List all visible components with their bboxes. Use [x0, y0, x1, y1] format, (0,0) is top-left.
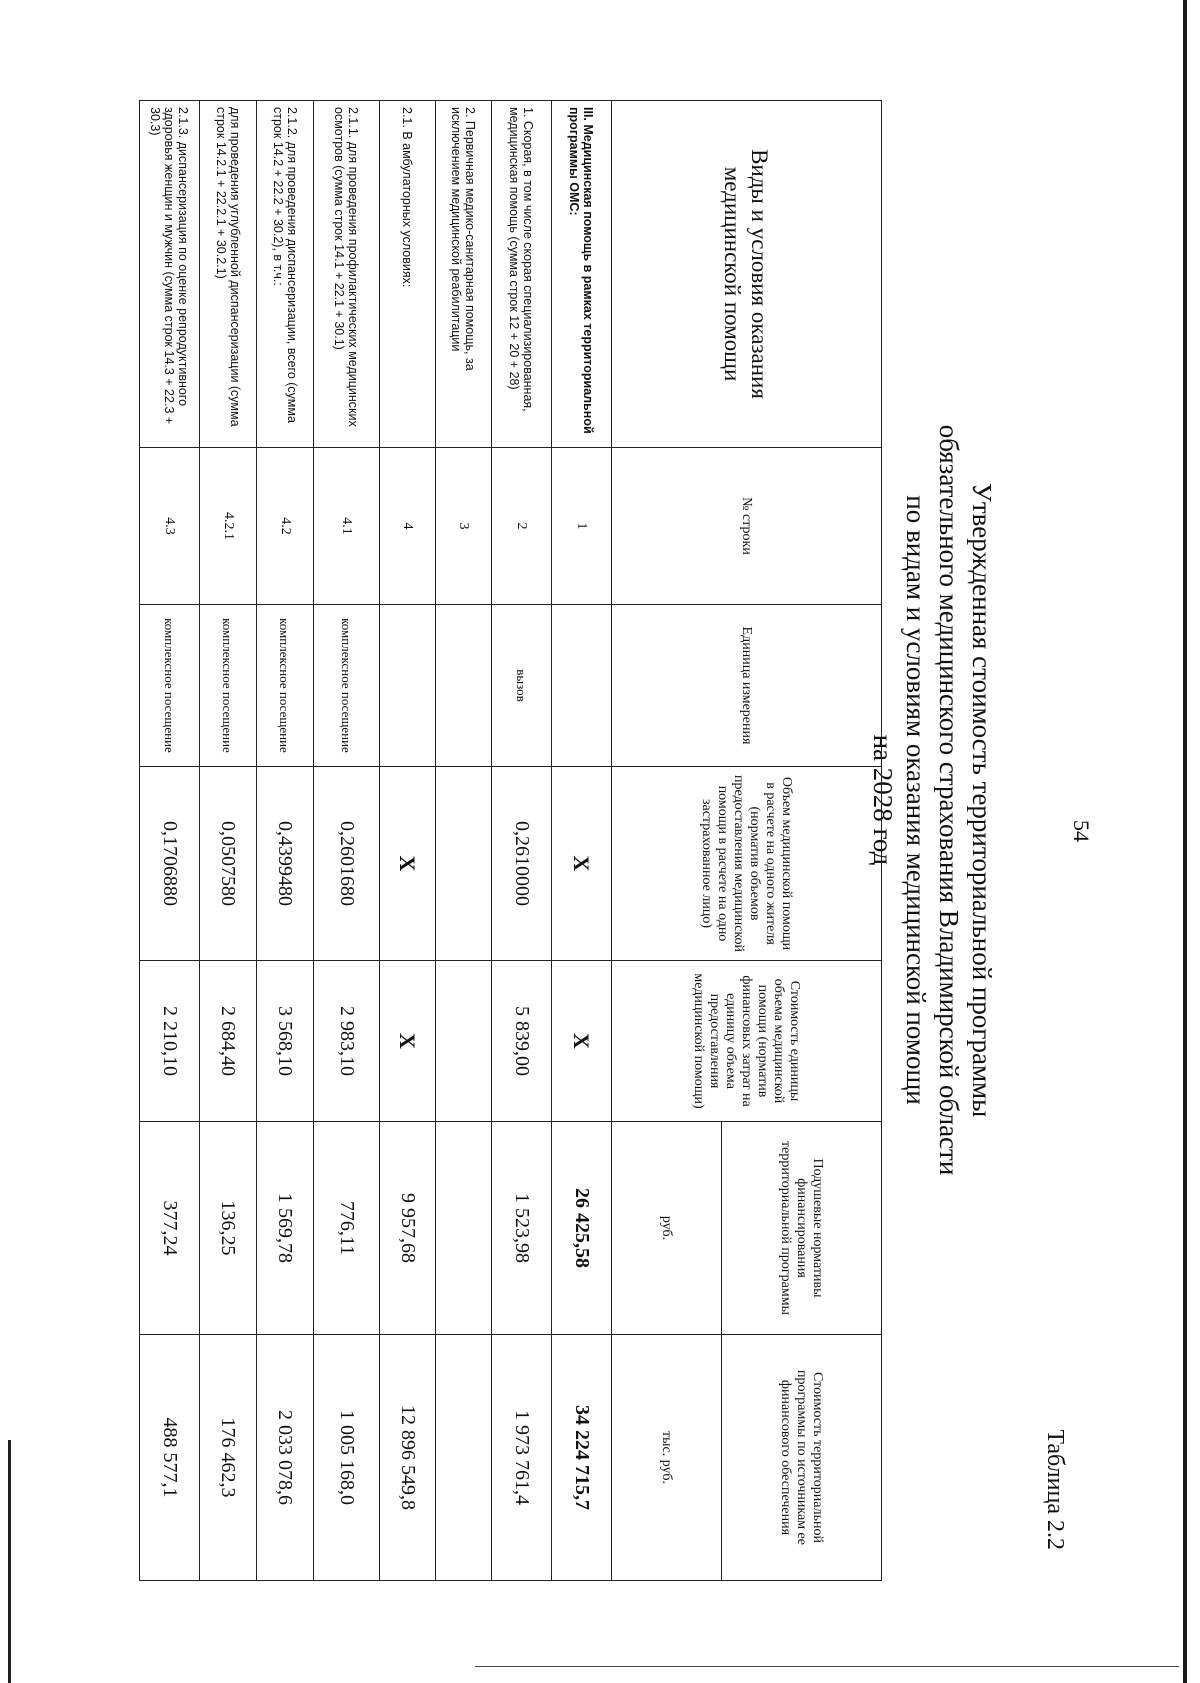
row-volume: 0,2601680 [314, 767, 380, 961]
row-per-capita: 377,24 [140, 1122, 200, 1335]
row-unit: комплексное посещение [314, 605, 380, 767]
row-kind: 2. Первичная медико-санитарная помощь, за исключением медицинской реабилитации [436, 101, 492, 448]
row-number: 3 [436, 448, 492, 605]
row-kind: III. Медицинская помощь в рамках территориальной программы ОМС: [552, 101, 612, 448]
col-header-volume: Объем медицинской помощи в расчете на одного жителя (норматив объемов предоставления медицинской помощи в расчете на одно застрахованное лицо) [612, 767, 882, 961]
cost-table [139, 100, 882, 1581]
row-unit: комплексное посещение [140, 605, 200, 767]
col-header-unit: Единица измерения [612, 605, 882, 767]
row-unit-cost: X [380, 961, 436, 1122]
row-unit [380, 605, 436, 767]
row-unit: комплексное посещение [200, 605, 257, 767]
row-total [436, 1335, 492, 1581]
row-number: 4.1 [314, 448, 380, 605]
row-kind: 1. Скорая, в том числе скорая специализированная, медицинская помощь (сумма строк 12 + 20 + 28) [492, 101, 552, 448]
col-header-per-capita: Подушевые нормативы финансирования территориальной программы [722, 1122, 882, 1335]
row-volume: 0,0507580 [200, 767, 257, 961]
row-volume: X [380, 767, 436, 961]
row-per-capita [436, 1122, 492, 1335]
heading-line: по видам и условиям оказания медицинской помощи [901, 495, 931, 1105]
page-number: 54 [1069, 820, 1094, 842]
row-kind: 2.1.3. диспансеризация по оценке репродуктивного здоровья женщин и мужчин (сумма строк 14.3 + 22.3 + 30.3) [140, 101, 200, 448]
row-number: 4.2.1 [200, 448, 257, 605]
row-unit-cost: 2 684,40 [200, 961, 257, 1122]
row-total: 2 033 078,6 [257, 1335, 314, 1581]
row-number: 1 [552, 448, 612, 605]
row-total: 488 577,1 [140, 1335, 200, 1581]
table-row [140, 101, 200, 1581]
row-kind: 2.1. В амбулаторных условиях: [380, 101, 436, 448]
row-unit-cost: 3 568,10 [257, 961, 314, 1122]
table-row [257, 101, 314, 1581]
row-unit [436, 605, 492, 767]
row-number: 2 [492, 448, 552, 605]
row-per-capita: 9 957,68 [380, 1122, 436, 1335]
row-unit: вызов [492, 605, 552, 767]
col-unit-per-capita: руб. [612, 1122, 722, 1335]
document-heading [866, 20, 998, 1580]
row-kind: для проведения углубленной диспансеризации (сумма строк 14.2.1 + 22.2.1 + 30.2.1) [200, 101, 257, 448]
row-number: 4.3 [140, 448, 200, 605]
row-unit-cost: 5 839,00 [492, 961, 552, 1122]
col-header-kind: Виды и условия оказания медицинской помощи [612, 101, 882, 448]
table-row [492, 101, 552, 1581]
table-row [436, 101, 492, 1581]
row-total: 176 462,3 [200, 1335, 257, 1581]
row-unit-cost: 2 983,10 [314, 961, 380, 1122]
row-kind: 2.1.1. для проведения профилактических медицинских осмотров (сумма строк 14.1 + 22.1 + 30.1) [314, 101, 380, 448]
table-label: Таблица 2.2 [1042, 1429, 1068, 1550]
row-per-capita: 1 523,98 [492, 1122, 552, 1335]
table-row [380, 101, 436, 1581]
row-per-capita: 136,25 [200, 1122, 257, 1335]
row-total: 12 896 549,8 [380, 1335, 436, 1581]
heading-line: на 2028 год [868, 734, 898, 866]
row-total: 1 973 761,4 [492, 1335, 552, 1581]
heading-line: Утвержденная стоимость территориальной программы [967, 482, 997, 1118]
row-volume: 0,2610000 [492, 767, 552, 961]
row-unit-cost: X [552, 961, 612, 1122]
row-unit: комплексное посещение [257, 605, 314, 767]
row-per-capita: 1 569,78 [257, 1122, 314, 1335]
table-row [314, 101, 380, 1581]
table-row [200, 101, 257, 1581]
scan-edge-left [8, 1440, 11, 1683]
col-header-total: Стоимость территориальной программы по источникам ее финансового обеспечения [722, 1335, 882, 1581]
scan-edge-right [1183, 0, 1187, 1683]
row-volume: X [552, 767, 612, 961]
document-sheet [110, 20, 1110, 1580]
row-volume: 0,4399480 [257, 767, 314, 961]
scan-line-bottom [475, 1666, 1179, 1667]
col-header-row-no: № строки [612, 448, 882, 605]
row-volume [436, 767, 492, 961]
col-unit-total: тыс. руб. [612, 1335, 722, 1581]
row-total: 34 224 715,7 [552, 1335, 612, 1581]
row-unit-cost [436, 961, 492, 1122]
row-per-capita: 26 425,58 [552, 1122, 612, 1335]
row-unit [552, 605, 612, 767]
col-header-unit-cost: Стоимость единицы объема медицинской помощи (норматив финансовых затрат на единицу объема предоставления медицинской помощи) [612, 961, 882, 1122]
table-header-row [722, 101, 882, 1581]
heading-line: обязательного медицинского страхования Владимирской области [934, 424, 964, 1176]
row-number: 4 [380, 448, 436, 605]
row-per-capita: 776,11 [314, 1122, 380, 1335]
row-number: 4.2 [257, 448, 314, 605]
row-unit-cost: 2 210,10 [140, 961, 200, 1122]
row-kind: 2.1.2. для проведения диспансеризации, всего (сумма строк 14.2 + 22.2 + 30.2), в т.ч.: [257, 101, 314, 448]
row-volume: 0,1706880 [140, 767, 200, 961]
table-row [552, 101, 612, 1581]
row-total: 1 005 168,0 [314, 1335, 380, 1581]
